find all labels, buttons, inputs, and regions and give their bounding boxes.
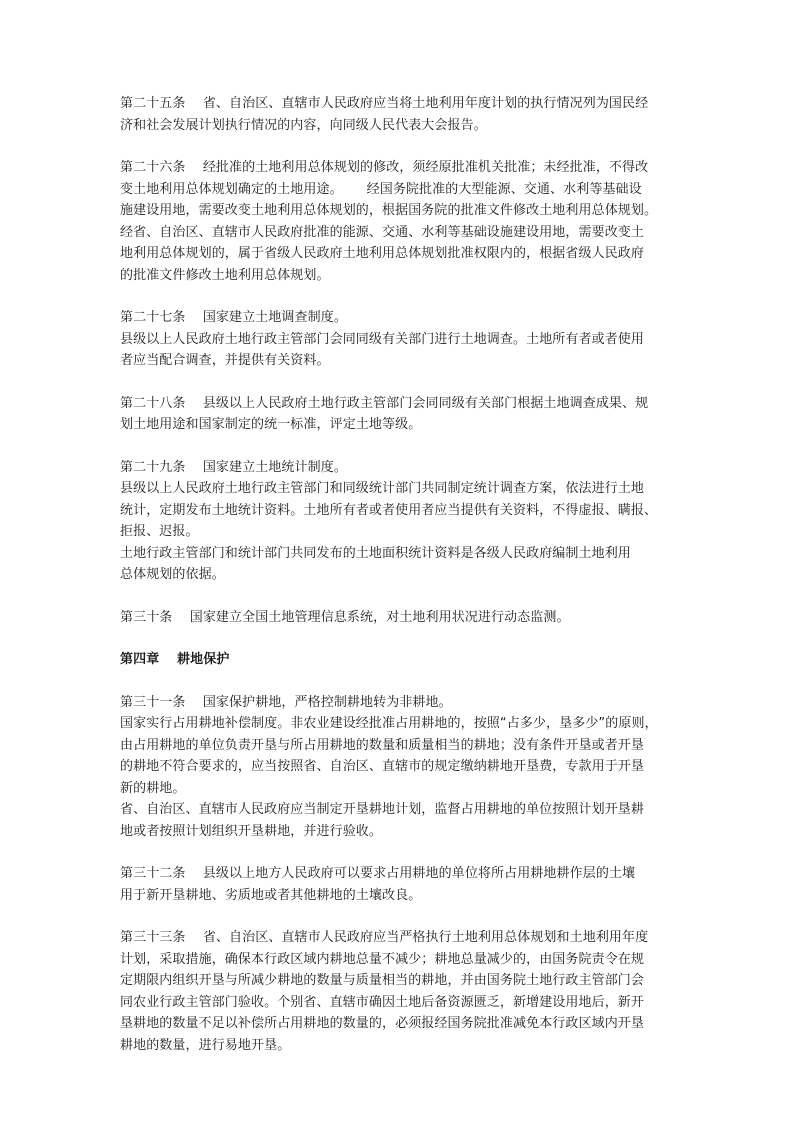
article-32 bbox=[120, 863, 680, 906]
text-line: 用于新开垦耕地、劣质地或者其他耕地的土壤改良。 bbox=[120, 887, 422, 903]
text-line: 县级以上人民政府土地行政主管部门会同同级有关部门进行土地调查。土地所有者或者使用 bbox=[120, 331, 645, 347]
text-line: 第二十八条 县级以上人民政府土地行政主管部门会同同级有关部门根据土地调查成果、规 bbox=[120, 395, 649, 411]
text-line: 第三十二条 县级以上地方人民政府可以要求占用耕地的单位将所占用耕地耕作层的土壤 bbox=[120, 866, 636, 881]
text-line: 济和社会发展计划执行情况的内容，向同级人民代表大会报告。 bbox=[120, 117, 487, 133]
text-line: 第二十七条 国家建立土地调查制度。 bbox=[120, 310, 347, 325]
chapter-heading bbox=[120, 649, 680, 671]
text-line: 拒报、迟报。 bbox=[120, 524, 199, 539]
text-line: 变土地利用总体规划确定的土地用途。 经国务院批准的大型能源、交通、水利等基础设 bbox=[120, 181, 642, 197]
article-25 bbox=[120, 93, 680, 136]
article-30 bbox=[120, 607, 680, 629]
text-line: 总体规划的依据。 bbox=[120, 567, 225, 582]
text-line: 第三十条 国家建立全国土地管理信息系统，对土地利用状况进行动态监测。 bbox=[120, 609, 570, 625]
text-line: 的耕地不符合要求的，应当按照省、自治区、直辖市的规定缴纳耕地开垦费，专款用于开垦 bbox=[120, 759, 645, 774]
text-line: 同农业行政主管部门验收。个别省、直辖市确因土地后备资源匮乏，新增建设用地后，新开 bbox=[120, 994, 645, 1010]
text-line: 第二十五条 省、自治区、直辖市人民政府应当将土地利用年度计划的执行情况列为国民经 bbox=[120, 96, 649, 111]
document-page bbox=[120, 93, 680, 1077]
text-line: 计划，采取措施，确保本行政区域内耕地总量不减少；耕地总量减少的，由国务院责令在规 bbox=[120, 951, 645, 967]
text-line: 经省、自治区、直辖市人民政府批准的能源、交通、水利等基础设施建设用地，需要改变土 bbox=[120, 224, 645, 240]
text-line: 定期限内组织开垦与所减少耕地的数量与质量相当的耕地，并由国务院土地行政主管部门会 bbox=[120, 973, 645, 988]
text-line: 的批准文件修改土地利用总体规划。 bbox=[120, 267, 330, 283]
text-line: 土地行政主管部门和统计部门共同发布的土地面积统计资料是各级人民政府编制土地利用 bbox=[120, 545, 631, 561]
text-line: 划土地用途和国家制定的统一标准，评定土地等级。 bbox=[120, 417, 422, 432]
text-line: 新的耕地。 bbox=[120, 780, 186, 796]
text-line: 施建设用地，需要改变土地利用总体规划的，根据国务院的批准文件修改土地利用总体规划。 bbox=[120, 203, 658, 218]
article-33 bbox=[120, 927, 680, 1056]
text-line: 由占用耕地的单位负责开垦与所占用耕地的数量和质量相当的耕地；没有条件开垦或者开垦 bbox=[120, 737, 645, 753]
article-28 bbox=[120, 393, 680, 436]
text-line: 国家实行占用耕地补偿制度。非农业建设经批准占用耕地的，按照“占多少，垦多少”的原则， bbox=[120, 716, 658, 731]
article-26 bbox=[120, 157, 680, 286]
text-line: 者应当配合调查，并提供有关资料。 bbox=[120, 353, 330, 368]
chapter-title: 第四章 耕地保护 bbox=[120, 652, 230, 667]
article-27 bbox=[120, 307, 680, 372]
text-line: 省、自治区、直辖市人民政府应当制定开垦耕地计划，监督占用耕地的单位按照计划开垦耕 bbox=[120, 802, 645, 817]
text-line: 地或者按照计划组织开垦耕地，并进行验收。 bbox=[120, 823, 383, 839]
text-line: 第三十一条 国家保护耕地，严格控制耕地转为非耕地。 bbox=[120, 694, 452, 710]
text-line: 县级以上人民政府土地行政主管部门和同级统计部门共同制定统计调查方案，依法进行土地 bbox=[120, 481, 645, 496]
text-line: 耕地的数量，进行易地开垦。 bbox=[120, 1037, 291, 1053]
article-29 bbox=[120, 457, 680, 586]
article-31 bbox=[120, 692, 680, 843]
text-line: 第二十六条 经批准的土地利用总体规划的修改，须经原批准机关批准；未经批准，不得改 bbox=[120, 160, 649, 175]
text-line: 地利用总体规划的，属于省级人民政府土地利用总体规划批准权限内的，根据省级人民政府 bbox=[120, 246, 645, 261]
text-line: 统计，定期发布土地统计资料。土地所有者或者使用者应当提供有关资料，不得虚报、瞒报、 bbox=[120, 502, 658, 518]
text-line: 第三十三条 省、自治区、直辖市人民政府应当严格执行土地利用总体规划和土地利用年度 bbox=[120, 930, 649, 945]
text-line: 垦耕地的数量不足以补偿所占用耕地的数量的，必须报经国务院批准减免本行政区域内开垦 bbox=[120, 1016, 645, 1031]
text-line: 第二十九条 国家建立土地统计制度。 bbox=[120, 459, 347, 475]
